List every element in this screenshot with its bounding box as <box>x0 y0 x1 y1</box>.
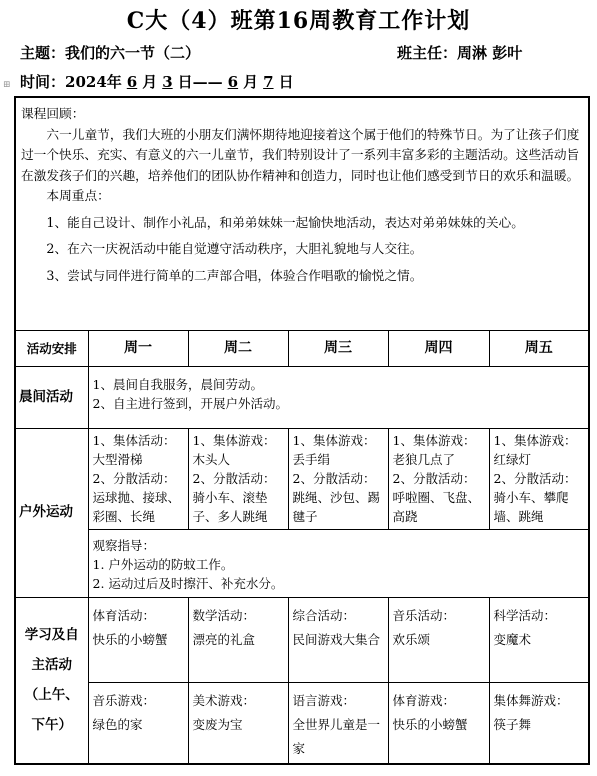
outdoor-line: 2、分散活动： <box>92 470 176 486</box>
outdoor-row <box>15 428 589 529</box>
activity-type: 综合活动： <box>292 607 356 623</box>
teacher-value: 周淋 彭叶 <box>457 44 523 62</box>
study-am-cell <box>489 597 589 682</box>
study-label-line: 下午） <box>31 717 72 733</box>
plan-table <box>14 96 590 765</box>
activity-type: 数学活动： <box>192 607 256 623</box>
study-label-line: 学习及自 <box>24 627 79 643</box>
date-start-day: 3 <box>162 73 173 91</box>
day-header: 周二 <box>188 330 288 366</box>
theme-label: 主题： <box>20 44 66 62</box>
activity-name: 快乐的小螃蟹 <box>92 631 168 647</box>
outdoor-day-cell <box>388 428 489 529</box>
day-header: 周五 <box>489 330 589 366</box>
outdoor-line: 红绿灯 <box>493 451 532 467</box>
study-pm-row <box>15 682 589 764</box>
review-label: 课程回顾： <box>21 106 85 121</box>
outdoor-line: 2、分散活动： <box>292 470 376 486</box>
teacher-label: 班主任： <box>397 44 458 62</box>
study-am-cell <box>288 597 388 682</box>
activity-name: 变废为宝 <box>192 716 243 732</box>
outdoor-label: 户外运动 <box>15 428 88 597</box>
date-month-suffix-1: 月 <box>142 73 158 91</box>
outdoor-line: 呼啦圈、飞盘、高跷 <box>392 489 481 524</box>
study-pm-cell <box>489 682 589 764</box>
guide-line: 1. 户外运动的防蚊工作。 <box>92 556 234 572</box>
study-label-line: 主活动 <box>31 657 72 673</box>
outdoor-day-cell <box>489 428 589 529</box>
activity-name: 筷子舞 <box>493 716 532 732</box>
activity-name: 绿色的家 <box>92 716 143 732</box>
outdoor-line: 木头人 <box>192 451 231 467</box>
teacher-line <box>397 42 522 63</box>
study-am-row <box>15 597 589 682</box>
activity-name: 全世界儿童是一家 <box>292 716 381 756</box>
outdoor-day-cell <box>88 428 188 529</box>
guide-label: 观察指导： <box>92 537 156 553</box>
study-pm-cell <box>388 682 489 764</box>
activity-type: 语言游戏： <box>292 692 356 708</box>
activity-name: 欢乐颂 <box>392 631 431 647</box>
outdoor-line: 1、集体游戏： <box>392 432 476 448</box>
study-pm-cell <box>288 682 388 764</box>
outdoor-line: 大型滑梯 <box>92 451 143 467</box>
outdoor-line: 1、集体游戏： <box>292 432 376 448</box>
date-end-month: 6 <box>227 73 239 91</box>
goal-item: 1、能自己设计、制作小礼品，和弟弟妹妹一起愉快地活动，表达对弟弟妹妹的关心。 <box>46 214 524 230</box>
outdoor-guide-row <box>15 529 589 597</box>
day-header-row <box>15 330 589 366</box>
activity-type: 体育游戏： <box>392 692 456 708</box>
activity-type: 音乐游戏： <box>92 692 156 708</box>
activity-name: 变魔术 <box>493 631 532 647</box>
morning-row <box>15 366 589 428</box>
date-day-suffix-2: 日 <box>278 73 294 91</box>
activity-type: 科学活动： <box>493 607 557 623</box>
outdoor-line: 2、分散活动： <box>392 470 476 486</box>
activity-name: 漂亮的礼盒 <box>192 631 256 647</box>
day-header: 周一 <box>88 330 188 366</box>
day-header: 周三 <box>288 330 388 366</box>
study-label <box>15 597 88 764</box>
paragraph-anchor-icon: ⊞ <box>3 80 11 90</box>
outdoor-line: 1、集体游戏： <box>493 432 577 448</box>
outdoor-guide-cell <box>88 529 589 597</box>
schedule-corner: 活动安排 <box>15 330 88 366</box>
activity-name: 快乐的小螃蟹 <box>392 716 468 732</box>
activity-name: 民间游戏大集合 <box>292 631 381 647</box>
guide-line: 2. 运动过后及时擦汗、补充水分。 <box>92 575 284 591</box>
goal-item: 3、尝试与同伴进行简单的二声部合唱，体验合作唱歌的愉悦之情。 <box>46 267 423 283</box>
activity-type: 集体舞游戏： <box>493 692 569 708</box>
review-row <box>15 97 589 330</box>
date-year: 2024年 <box>65 73 122 91</box>
theme-line <box>20 42 200 63</box>
morning-label: 晨间活动 <box>15 366 88 428</box>
theme-value: 我们的六一节（二） <box>65 44 201 62</box>
study-pm-cell <box>188 682 288 764</box>
goal-item: 2、在六一庆祝活动中能自觉遵守活动秩序，大胆礼貌地与人交往。 <box>46 241 423 256</box>
activity-type: 美术游戏： <box>192 692 256 708</box>
review-paragraph: 六一儿童节，我们大班的小朋友们满怀期待地迎接着这个属于他们的特殊节日。为了让孩子们度过一个快乐、充实、有意义的六一儿童节，我们特别设计了一系列丰富多彩的主题活动。这些活动旨在激发孩子们的兴趣，培养他们的团队协作精神和创造力，同时也让他们感受到节日的欢乐和温暖。 <box>21 126 580 183</box>
outdoor-line: 1、集体游戏： <box>192 432 276 448</box>
study-am-cell <box>388 597 489 682</box>
outdoor-day-cell <box>188 428 288 529</box>
study-am-cell <box>188 597 288 682</box>
study-pm-cell <box>88 682 188 764</box>
outdoor-line: 1、集体活动： <box>92 432 176 448</box>
outdoor-line: 骑小车、滚垫子、多人跳绳 <box>192 489 268 524</box>
date-month-suffix-2: 月 <box>243 73 259 91</box>
activity-type: 体育活动： <box>92 607 156 623</box>
morning-line: 2、自主进行签到，开展户外活动。 <box>92 395 288 411</box>
morning-cell <box>88 366 589 428</box>
date-label: 时间： <box>20 73 66 91</box>
outdoor-line: 2、分散活动： <box>493 470 577 486</box>
outdoor-line: 骑小车、攀爬墙、跳绳 <box>493 489 569 524</box>
study-am-cell <box>88 597 188 682</box>
study-label-line: （上午、 <box>24 687 79 703</box>
outdoor-line: 跳绳、沙包、踢毽子 <box>292 489 381 524</box>
outdoor-line: 2、分散活动： <box>192 470 276 486</box>
date-day-suffix-1: 日—— <box>177 73 223 91</box>
day-header: 周四 <box>388 330 489 366</box>
focus-label: 本周重点： <box>46 188 110 203</box>
review-cell <box>15 97 589 330</box>
date-line <box>20 71 294 92</box>
date-end-day: 7 <box>263 73 274 91</box>
outdoor-line: 运球抛、接球、彩圈、长绳 <box>92 489 181 524</box>
outdoor-line: 丢手绢 <box>292 451 331 467</box>
outdoor-day-cell <box>288 428 388 529</box>
page-title: C大（4）班第16周教育工作计划 <box>126 8 471 34</box>
activity-type: 音乐活动： <box>392 607 456 623</box>
date-start-month: 6 <box>126 73 138 91</box>
morning-line: 1、晨间自我服务，晨间劳动。 <box>92 376 263 392</box>
outdoor-line: 老狼几点了 <box>392 451 456 467</box>
